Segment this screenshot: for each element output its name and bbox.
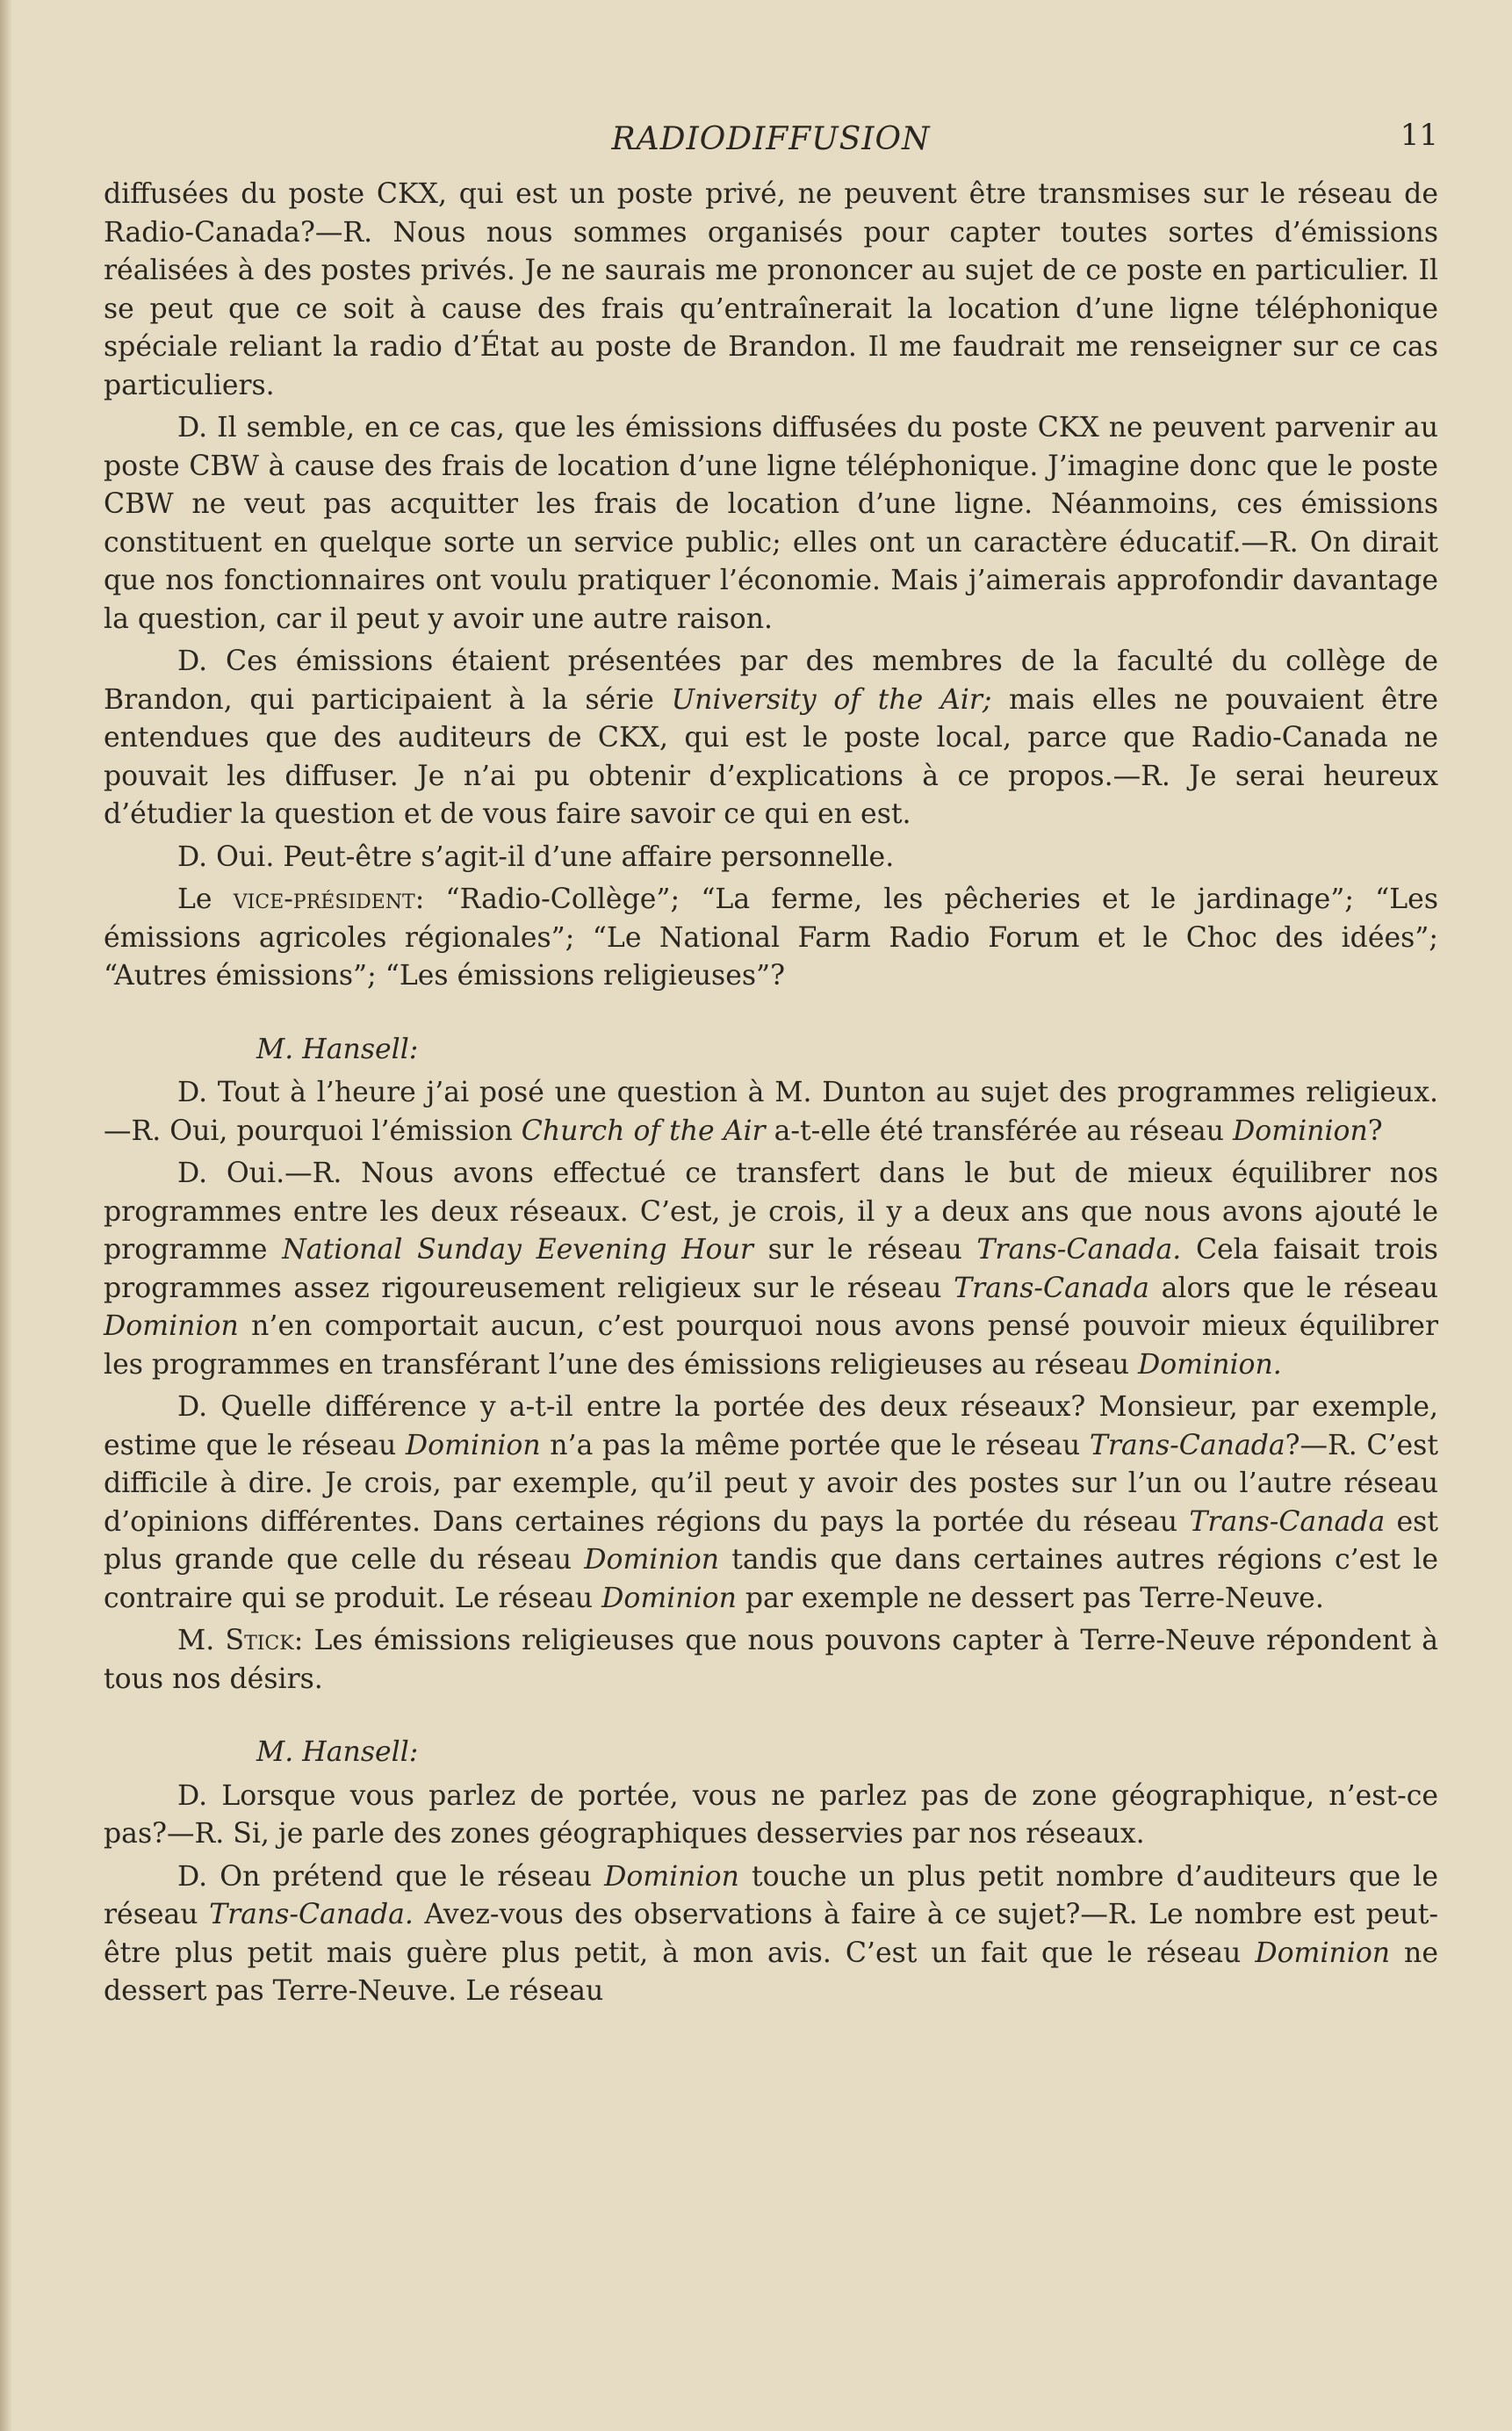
text-run: est plus grande que celle du réseau bbox=[104, 1505, 1439, 1576]
text-run: M. Hansell: bbox=[256, 1033, 419, 1065]
paragraph bbox=[104, 1778, 1438, 1854]
paragraph bbox=[104, 1858, 1438, 2011]
page-edge bbox=[0, 0, 12, 2431]
text-run: Avez-vous des observations à faire à ce sujet?—R. Le nombre est peut-être plus petit mais guère plus petit, à mon avis. C’est un fait que le réseau bbox=[104, 1899, 1438, 1969]
paragraph bbox=[104, 643, 1438, 834]
text-run: sur le réseau bbox=[752, 1234, 977, 1266]
text-run: D. Lorsque vous parlez de portée, vous ne parlez pas de zone géographique, n’est-ce pas?—R. Si, je parle des zones géographiques desservies par nos réseaux. bbox=[104, 1779, 1438, 1850]
italic-text: Trans-Canada bbox=[1189, 1505, 1386, 1538]
running-title: RADIODIFFUSION bbox=[611, 121, 931, 157]
text-run: D. Tout à l’heure j’ai posé une question à M. Dunton au sujet des programmes religieux.—R. Oui, pourquoi l’émission bbox=[104, 1077, 1438, 1147]
paragraph bbox=[104, 1622, 1438, 1699]
italic-text: University of the Air; bbox=[671, 683, 992, 716]
text-run: mais elles ne pouvaient être entendues que des auditeurs de CKX, qui est le poste local, parce que Radio-Canada ne pouvait les diffuser. Je n’ai pu obtenir d’explications à ce propos.—R. Je serai heureux d’étudier la question et de vous faire savoir ce qui en est. bbox=[104, 683, 1438, 830]
text-run: ?—R. C’est difficile à dire. Je crois, par exemple, qu’il peut y avoir des postes sur l’un ou l’autre réseau d’opinions différentes. Dans certaines régions du pays la portée du réseau bbox=[104, 1429, 1438, 1538]
text-run: tandis que dans certaines autres régions c’est le contraire qui se produit. Le réseau bbox=[104, 1544, 1438, 1614]
running-header bbox=[104, 105, 1438, 176]
paragraph bbox=[104, 1074, 1438, 1151]
italic-text: Church of the Air bbox=[521, 1115, 766, 1147]
italic-text: Dominion bbox=[104, 1310, 239, 1342]
text-run: Cela faisait trois programmes assez rigoureusement religieux sur le réseau bbox=[104, 1234, 1438, 1304]
paragraph bbox=[104, 881, 1438, 996]
italic-text: Trans-Canada bbox=[1089, 1429, 1285, 1461]
italic-text: Trans-Canada. bbox=[976, 1234, 1182, 1266]
italic-text: Trans-Canada bbox=[954, 1272, 1149, 1304]
text-run: alors que le réseau bbox=[1148, 1272, 1438, 1304]
italic-text: Dominion bbox=[1255, 1937, 1391, 1969]
italic-text: Trans-Canada. bbox=[209, 1899, 414, 1930]
text-run: M. bbox=[177, 1625, 226, 1656]
italic-text: Dominion bbox=[584, 1544, 719, 1576]
text-run: a-t-elle été transférée au réseau bbox=[765, 1115, 1233, 1147]
text-run: D. Il semble, en ce cas, que les émissions diffusées du poste CKX ne peuvent parvenir au poste CBW à cause des frais de location d’une ligne téléphonique. J’imagine donc que le poste CBW ne veut pas acquitter les frais de location d’une ligne. Néanmoins, ces émissions constituent en quelque sorte un service public; elles ont un caractère éducatif.—R. On dirait que nos fonctionnaires ont voulu pratiquer l’économie. Mais j’aimerais approfondir davantage la question, car il peut y avoir une autre raison. bbox=[104, 412, 1438, 635]
paragraph bbox=[104, 839, 1438, 877]
text-run: ? bbox=[1367, 1115, 1383, 1147]
text-run: D. Ces émissions étaient présentées par des membres de la faculté du collège de Brandon, qui participaient à la série bbox=[104, 646, 1438, 716]
italic-text: National Sunday Eevening Hour bbox=[282, 1234, 753, 1266]
text-run: diffusées du poste CKX, qui est un poste privé, ne peuvent être transmises sur le réseau de Radio-Canada?—R. Nous nous sommes organisés pour capter toutes sortes d’émissions réalisées à des postes privés. Je ne saurais me prononcer au sujet de ce poste en particulier. Il se peut que ce soit à cause des frais qu’entraînerait la location d’une ligne téléphonique spéciale reliant la radio d’État au poste de Brandon. Il me faudrait me renseigner sur ce cas particuliers. bbox=[104, 178, 1438, 401]
body-text bbox=[104, 176, 1438, 2011]
paragraph bbox=[104, 1389, 1438, 1618]
paragraph bbox=[104, 409, 1438, 638]
page-number: 11 bbox=[1400, 118, 1438, 153]
text-run: par exemple ne dessert pas Terre-Neuve. bbox=[736, 1582, 1324, 1614]
italic-text: Dominion bbox=[604, 1860, 739, 1893]
text-run: D. Oui. Peut-être s’agit-il d’une affaire personnelle. bbox=[177, 840, 895, 873]
small-caps-text: vice-président bbox=[233, 884, 415, 915]
small-caps-text: Stick bbox=[225, 1625, 294, 1656]
text-run: ne dessert pas Terre-Neuve. Le réseau bbox=[104, 1937, 1438, 2007]
text-run: n’en comportait aucun, c’est pourquoi nous avons pensé pouvoir mieux équilibrer les programmes en transférant l’une des émissions religieuses au réseau bbox=[104, 1310, 1438, 1381]
text-run: : “Radio-Collège”; “La ferme, les pêcheries et le jardinage”; “Les émissions agricoles régionales”; “Le National Farm Radio Forum et le Choc des idées”; “Autres émissions”; “Les émissions religieuses”? bbox=[104, 884, 1438, 992]
text-run: n’a pas la même portée que le réseau bbox=[540, 1429, 1090, 1461]
text-run: D. On prétend que le réseau bbox=[177, 1860, 605, 1893]
document-page bbox=[104, 105, 1438, 2016]
text-run: M. Hansell: bbox=[256, 1736, 419, 1768]
italic-text: Dominion bbox=[601, 1582, 737, 1614]
text-run: D. Quelle différence y a-t-il entre la portée des deux réseaux? Monsieur, par exemple, estime que le réseau bbox=[104, 1391, 1438, 1461]
paragraph bbox=[104, 176, 1438, 405]
text-run: : Les émissions religieuses que nous pouvons capter à Terre-Neuve répondent à tous nos désirs. bbox=[104, 1625, 1439, 1695]
italic-text: Dominion bbox=[1233, 1115, 1368, 1147]
italic-text: Dominion. bbox=[1138, 1348, 1282, 1381]
speaker-heading bbox=[104, 1734, 1438, 1772]
speaker-heading bbox=[104, 1031, 1438, 1070]
text-run: D. Oui.—R. Nous avons effectué ce transfert dans le but de mieux équilibrer nos programmes entre les deux réseaux. C’est, je crois, il y a deux ans que nous avons ajouté le programme bbox=[104, 1158, 1438, 1266]
paragraph bbox=[104, 1155, 1438, 1384]
text-run: touche un plus petit nombre d’auditeurs que le réseau bbox=[104, 1860, 1438, 1930]
italic-text: Dominion bbox=[405, 1429, 541, 1461]
text-run: Le bbox=[177, 884, 234, 915]
